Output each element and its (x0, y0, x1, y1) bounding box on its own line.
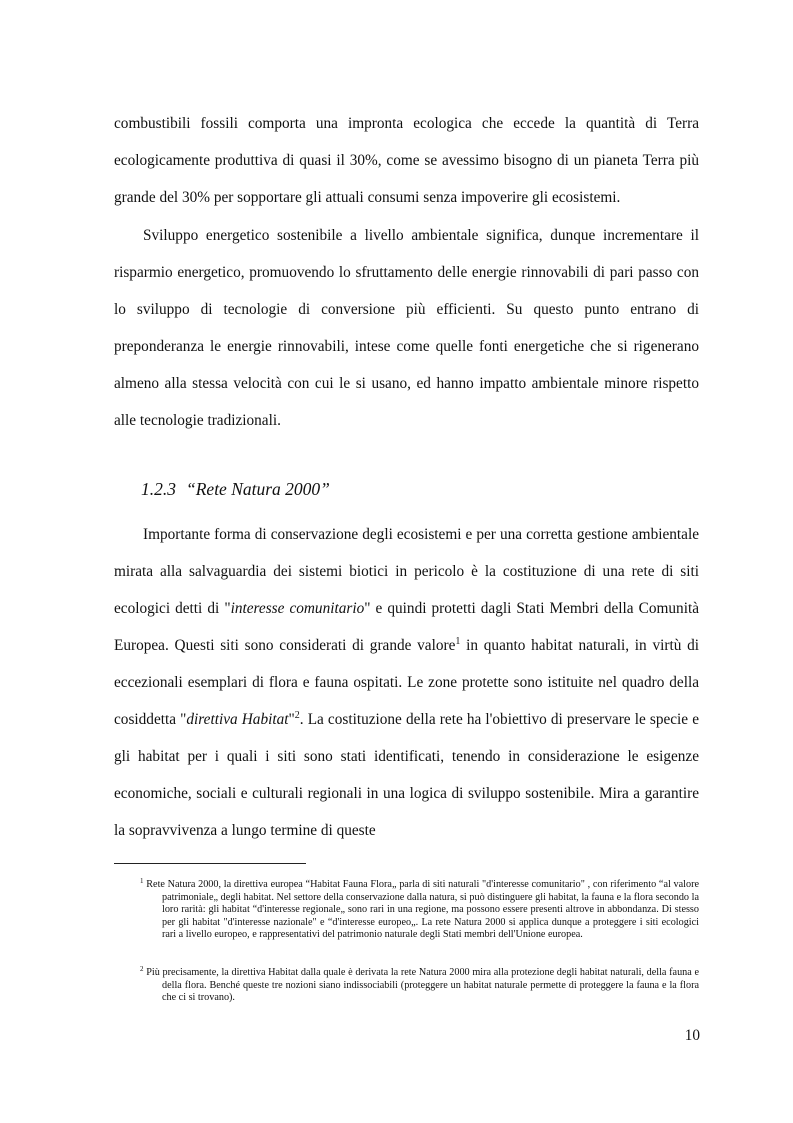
p3-text-part-3: in quanto habitat naturali, in virtù di eccezionali esemplari di flora e fauna ospitati. Le zone protette sono istituite nel quadro della cosiddetta " (114, 637, 699, 728)
p3-text-part-4: " (288, 711, 295, 728)
section-heading (141, 479, 330, 500)
paragraph-2-text: Sviluppo energetico sostenibile a livello ambientale significa, dunque incrementare il risparmio energetico, promuovendo lo sfruttamento delle energie rinnovabili di pari passo con lo sviluppo di tecnologie di conversione più efficienti. Su questo punto entrano di preponderanza le energie rinnovabili, intese come quelle fonti energetiche che si rigenerano almeno alla stessa velocità con cui le si usano, ed hanno impatto ambientale minore rispetto alle tecnologie tradizionali. (114, 227, 699, 429)
footnote-2 (114, 967, 699, 1005)
footnote-1-body (114, 879, 699, 942)
footnote-2-body (114, 967, 699, 1005)
footnote-2-text: Più precisamente, la direttiva Habitat dalla quale è derivata la rete Natura 2000 mira alla protezione degli habitat naturali, della fauna e della flora. Benché queste tre nozioni siano indissociabili (proteggere un habitat naturale permette di proteggere la fauna e la flora che ci si trovano). (146, 967, 699, 1004)
footnote-separator (114, 863, 306, 864)
footnote-ref-2[interactable]: 2 (294, 710, 300, 721)
p3-text-part-2: " e quindi protetti dagli Stati Membri della Comunità Europea. Questi siti sono considerati di grande valore (114, 600, 699, 654)
p3-italic-direttiva-habitat: direttiva Habitat (186, 711, 289, 728)
paragraph-1-text: combustibili fossili comporta una impronta ecologica che eccede la quantità di Terra ecologicamente produttiva di quasi il 30%, come se avessimo bisogno di un pianeta Terra più grande del 30% per sopportare gli attuali consumi senza impoverire gli ecosistemi. (114, 115, 699, 206)
paragraph-2 (114, 217, 699, 439)
page-number: 10 (684, 1027, 700, 1044)
footnote-1-marker: 1 (140, 877, 144, 885)
paragraph-3 (114, 516, 699, 849)
p3-text-part-5: . La costituzione della rete ha l'obiettivo di preservare le specie e gli habitat per i quali i siti sono stati identificati, tenendo in considerazione le esigenze economiche, sociali e culturali regionali in una logica di sviluppo sostenibile. Mira a garantire la sopravvivenza a lungo termine di queste (114, 711, 699, 839)
p3-text-part-1: Importante forma di conservazione degli ecosistemi e per una corretta gestione ambientale mirata alla salvaguardia dei sistemi biotici in pericolo è la costituzione di una rete di siti ecologici detti di " (114, 526, 699, 617)
section-number: 1.2.3 (141, 479, 176, 499)
footnote-1-text: Rete Natura 2000, la direttiva europea “Habitat Fauna Flora„ parla di siti naturali "d'interesse comunitario" , con riferimento “al valore patrimoniale„ degli habitat. Nel settore della conservazione dalla natura, si può distinguere gli habitat, la fauna e la flora secondo la loro rarità: gli habitat “d'interesse regionale„ sono rari in una regione, ma possono essere presenti altrove in abbondanza. Di stesso per gli habitat "d'interesse nazionale" e “d'interesse europeo„. La rete Natura 2000 si applica dunque a proteggere i siti ecologici rari a livello europeo, e rappresentativi del patrimonio naturale degli Stati membri dell'Unione europea. (146, 879, 700, 941)
paragraph-3-text (114, 516, 699, 849)
section-title: “Rete Natura 2000” (186, 479, 330, 499)
footnote-2-marker: 2 (140, 965, 144, 973)
footnote-1 (114, 879, 699, 942)
paragraph-1 (114, 105, 699, 216)
footnote-ref-1[interactable]: 1 (455, 636, 461, 647)
p3-italic-interesse-comunitario: interesse comunitario (230, 600, 365, 617)
